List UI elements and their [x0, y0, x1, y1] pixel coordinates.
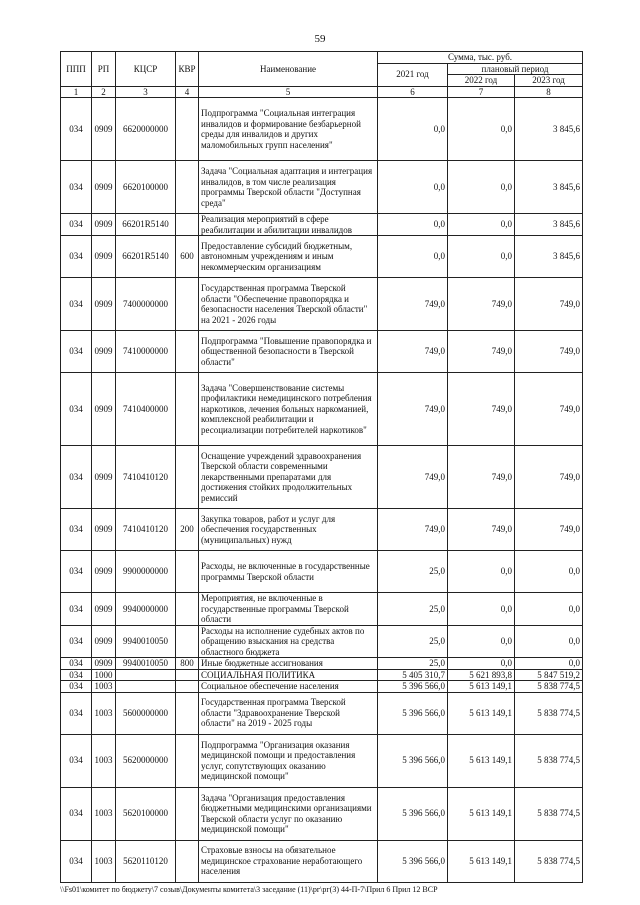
- cell-name: Государственная программа Тверской области "Обеспечение правопорядка и безопасности населения Тверской области" на 2021 - 2026 годы: [199, 278, 378, 331]
- cell-kcsr: 7410410120: [116, 509, 176, 551]
- cell-year-2022: 749,0: [448, 509, 515, 551]
- cell-year-2022: 0,0: [448, 214, 515, 236]
- table-row: [61, 681, 583, 693]
- cell-name: Государственная программа Тверской области "Здравоохранение Тверской области" на 2019 - 2025 годы: [199, 692, 378, 734]
- cell-year-2022: 5 613 149,1: [448, 787, 515, 840]
- cell-rp: 0909: [92, 373, 116, 446]
- header-sum: Сумма, тыс. руб.: [378, 52, 583, 64]
- cell-year-2021: 25,0: [378, 625, 448, 658]
- cell-kvr: [176, 98, 199, 161]
- cell-year-2021: 5 396 566,0: [378, 681, 448, 693]
- table-row: [61, 446, 583, 509]
- cell-rp: 0909: [92, 331, 116, 373]
- cell-name: Мероприятия, не включенные в государственные программы Тверской области: [199, 593, 378, 626]
- cell-kcsr: 5620100000: [116, 787, 176, 840]
- cell-kcsr: 9940010050: [116, 625, 176, 658]
- table-row: [61, 509, 583, 551]
- cell-year-2022: 5 613 149,1: [448, 681, 515, 693]
- cell-ppp: 034: [61, 593, 92, 626]
- cell-rp: 1003: [92, 692, 116, 734]
- column-number: 8: [515, 86, 583, 98]
- cell-rp: 0909: [92, 98, 116, 161]
- cell-name: Расходы на исполнение судебных актов по обращению взыскания на средства областного бюджета: [199, 625, 378, 658]
- cell-rp: 0909: [92, 236, 116, 278]
- table-row: [61, 593, 583, 626]
- table-row: [61, 692, 583, 734]
- cell-name: Предоставление субсидий бюджетным, автономным учреждениям и иным некоммерческим организациям: [199, 236, 378, 278]
- budget-table: [60, 51, 583, 883]
- cell-rp: 1000: [92, 669, 116, 681]
- cell-kvr: [176, 331, 199, 373]
- page-number: 59: [314, 33, 326, 45]
- cell-kvr: [176, 669, 199, 681]
- table-row: [61, 373, 583, 446]
- table-header: [61, 52, 583, 98]
- table-row: [61, 98, 583, 161]
- cell-year-2022: 0,0: [448, 625, 515, 658]
- cell-year-2021: 5 396 566,0: [378, 734, 448, 787]
- cell-name: Подпрограмма "Повышение правопорядка и общественной безопасности в Тверской области": [199, 331, 378, 373]
- cell-year-2023: 749,0: [515, 446, 583, 509]
- cell-name: Подпрограмма "Социальная интеграция инвалидов и формирование безбарьерной среды для инвалидов и других маломобильных групп населения": [199, 98, 378, 161]
- cell-year-2022: 5 621 893,8: [448, 669, 515, 681]
- cell-kcsr: 7400000000: [116, 278, 176, 331]
- cell-year-2021: 0,0: [378, 98, 448, 161]
- cell-year-2022: 5 613 149,1: [448, 734, 515, 787]
- cell-ppp: 034: [61, 681, 92, 693]
- cell-rp: 0909: [92, 551, 116, 593]
- table-row: [61, 734, 583, 787]
- cell-year-2023: 5 838 774,5: [515, 734, 583, 787]
- cell-year-2021: 25,0: [378, 658, 448, 670]
- cell-ppp: 034: [61, 840, 92, 882]
- table-row: [61, 278, 583, 331]
- cell-rp: 0909: [92, 161, 116, 214]
- cell-year-2022: 749,0: [448, 373, 515, 446]
- cell-kvr: [176, 734, 199, 787]
- cell-year-2023: 0,0: [515, 625, 583, 658]
- cell-ppp: 034: [61, 509, 92, 551]
- cell-ppp: 034: [61, 278, 92, 331]
- cell-kcsr: 5600000000: [116, 692, 176, 734]
- cell-kcsr: 7410000000: [116, 331, 176, 373]
- cell-year-2022: 749,0: [448, 278, 515, 331]
- table-row: [61, 787, 583, 840]
- cell-kcsr: [116, 669, 176, 681]
- cell-name: Социальное обеспечение населения: [199, 681, 378, 693]
- cell-kvr: [176, 214, 199, 236]
- header-2022: 2022 год: [448, 75, 515, 87]
- cell-kvr: [176, 593, 199, 626]
- cell-year-2021: 0,0: [378, 236, 448, 278]
- cell-year-2023: 5 838 774,5: [515, 681, 583, 693]
- cell-ppp: 034: [61, 331, 92, 373]
- cell-year-2022: 749,0: [448, 446, 515, 509]
- cell-year-2023: 3 845,6: [515, 214, 583, 236]
- cell-kcsr: 6620100000: [116, 161, 176, 214]
- cell-year-2021: 749,0: [378, 278, 448, 331]
- cell-year-2022: 0,0: [448, 593, 515, 626]
- cell-kvr: [176, 681, 199, 693]
- cell-rp: 0909: [92, 625, 116, 658]
- header-2021: 2021 год: [378, 63, 448, 86]
- cell-year-2022: 0,0: [448, 658, 515, 670]
- cell-kvr: [176, 692, 199, 734]
- cell-year-2021: 5 396 566,0: [378, 787, 448, 840]
- cell-kvr: 800: [176, 658, 199, 670]
- cell-year-2022: 0,0: [448, 551, 515, 593]
- cell-kvr: [176, 840, 199, 882]
- column-number: 7: [448, 86, 515, 98]
- cell-year-2021: 749,0: [378, 509, 448, 551]
- table-row: [61, 658, 583, 670]
- cell-year-2021: 0,0: [378, 214, 448, 236]
- cell-rp: 0909: [92, 593, 116, 626]
- table-row: [61, 214, 583, 236]
- cell-rp: 0909: [92, 278, 116, 331]
- table-body: [61, 98, 583, 883]
- cell-rp: 0909: [92, 509, 116, 551]
- cell-kcsr: 7410410120: [116, 446, 176, 509]
- cell-kvr: [176, 446, 199, 509]
- cell-name: СОЦИАЛЬНАЯ ПОЛИТИКА: [199, 669, 378, 681]
- cell-year-2023: 749,0: [515, 278, 583, 331]
- table-row: [61, 669, 583, 681]
- table-row: [61, 161, 583, 214]
- cell-kvr: [176, 278, 199, 331]
- cell-rp: 0909: [92, 658, 116, 670]
- cell-rp: 1003: [92, 734, 116, 787]
- cell-kcsr: 66201R5140: [116, 236, 176, 278]
- table-row: [61, 331, 583, 373]
- cell-year-2023: 0,0: [515, 658, 583, 670]
- cell-ppp: 034: [61, 658, 92, 670]
- cell-ppp: 034: [61, 734, 92, 787]
- cell-ppp: 034: [61, 692, 92, 734]
- header-planned-period: плановый период: [448, 63, 583, 75]
- header-kcsr: КЦСР: [116, 52, 176, 87]
- cell-year-2023: 5 838 774,5: [515, 692, 583, 734]
- header-2023: 2023 год: [515, 75, 583, 87]
- cell-kvr: 600: [176, 236, 199, 278]
- column-number: 6: [378, 86, 448, 98]
- column-number: 1: [61, 86, 92, 98]
- cell-name: Задача "Совершенствование системы профилактики немедицинского потребления наркотиков, лечения больных наркоманией, комплексной реабилитации и ресоциализации потребителей наркотиков": [199, 373, 378, 446]
- column-number: 3: [116, 86, 176, 98]
- table-row: [61, 840, 583, 882]
- cell-kcsr: 5620110120: [116, 840, 176, 882]
- header-ppp: ППП: [61, 52, 92, 87]
- cell-year-2023: 0,0: [515, 551, 583, 593]
- cell-year-2022: 0,0: [448, 236, 515, 278]
- table-row: [61, 236, 583, 278]
- cell-ppp: 034: [61, 446, 92, 509]
- cell-kcsr: 5620000000: [116, 734, 176, 787]
- cell-year-2021: 25,0: [378, 551, 448, 593]
- cell-kcsr: 9940010050: [116, 658, 176, 670]
- cell-kvr: [176, 373, 199, 446]
- cell-year-2023: 749,0: [515, 373, 583, 446]
- cell-name: Задача "Организация предоставления бюджетными медицинскими организациями Тверской области услуг по оказанию медицинской помощи": [199, 787, 378, 840]
- cell-ppp: 034: [61, 551, 92, 593]
- cell-kcsr: 66201R5140: [116, 214, 176, 236]
- cell-kvr: 200: [176, 509, 199, 551]
- cell-name: Задача "Социальная адаптация и интеграция инвалидов, в том числе реализация программы Тверской области "Доступная среда": [199, 161, 378, 214]
- cell-name: Реализация мероприятий в сфере реабилитации и абилитации инвалидов: [199, 214, 378, 236]
- cell-ppp: 034: [61, 373, 92, 446]
- cell-year-2023: 3 845,6: [515, 98, 583, 161]
- cell-ppp: 034: [61, 236, 92, 278]
- cell-ppp: 034: [61, 787, 92, 840]
- cell-ppp: 034: [61, 625, 92, 658]
- cell-name: Подпрограмма "Организация оказания медицинской помощи и предоставления услуг, сопутствующих оказанию медицинской помощи": [199, 734, 378, 787]
- cell-year-2023: 749,0: [515, 331, 583, 373]
- cell-kcsr: 9900000000: [116, 551, 176, 593]
- cell-kvr: [176, 161, 199, 214]
- header-rp: РП: [92, 52, 116, 87]
- cell-year-2023: 5 847 519,2: [515, 669, 583, 681]
- cell-year-2021: 749,0: [378, 446, 448, 509]
- cell-year-2023: 749,0: [515, 509, 583, 551]
- cell-kvr: [176, 787, 199, 840]
- cell-year-2021: 5 405 310,7: [378, 669, 448, 681]
- cell-kcsr: 9940000000: [116, 593, 176, 626]
- cell-year-2021: 0,0: [378, 161, 448, 214]
- cell-year-2022: 5 613 149,1: [448, 692, 515, 734]
- cell-ppp: 034: [61, 98, 92, 161]
- cell-ppp: 034: [61, 669, 92, 681]
- header-name: Наименование: [199, 52, 378, 87]
- cell-kvr: [176, 551, 199, 593]
- cell-rp: 0909: [92, 446, 116, 509]
- cell-ppp: 034: [61, 161, 92, 214]
- cell-name: Страховые взносы на обязательное медицинское страхование неработающего населения: [199, 840, 378, 882]
- cell-rp: 0909: [92, 214, 116, 236]
- cell-rp: 1003: [92, 681, 116, 693]
- cell-year-2023: 0,0: [515, 593, 583, 626]
- header-kvr: КВР: [176, 52, 199, 87]
- cell-rp: 1003: [92, 787, 116, 840]
- cell-kcsr: 6620000000: [116, 98, 176, 161]
- cell-kvr: [176, 625, 199, 658]
- cell-year-2023: 3 845,6: [515, 161, 583, 214]
- column-number: 4: [176, 86, 199, 98]
- table-row: [61, 625, 583, 658]
- cell-year-2022: 749,0: [448, 331, 515, 373]
- column-number: 2: [92, 86, 116, 98]
- cell-name: Расходы, не включенные в государственные программы Тверской области: [199, 551, 378, 593]
- cell-year-2023: 5 838 774,5: [515, 787, 583, 840]
- cell-year-2021: 25,0: [378, 593, 448, 626]
- cell-year-2022: 0,0: [448, 161, 515, 214]
- cell-name: Оснащение учреждений здравоохранения Тверской области современными лекарственными препаратами для достижения стойких продолжительных ремиссий: [199, 446, 378, 509]
- cell-year-2022: 0,0: [448, 98, 515, 161]
- cell-year-2021: 5 396 566,0: [378, 840, 448, 882]
- cell-rp: 1003: [92, 840, 116, 882]
- cell-year-2023: 5 838 774,5: [515, 840, 583, 882]
- cell-ppp: 034: [61, 214, 92, 236]
- column-number: 5: [199, 86, 378, 98]
- cell-name: Закупка товаров, работ и услуг для обеспечения государственных (муниципальных) нужд: [199, 509, 378, 551]
- cell-name: Иные бюджетные ассигнования: [199, 658, 378, 670]
- cell-year-2021: 5 396 566,0: [378, 692, 448, 734]
- cell-year-2021: 749,0: [378, 373, 448, 446]
- cell-kcsr: 7410400000: [116, 373, 176, 446]
- cell-year-2022: 5 613 149,1: [448, 840, 515, 882]
- table-row: [61, 551, 583, 593]
- file-path-footer: \\Fs01\комитет по бюджету\7 созыв\Документы комитета\3 заседание (11)\рг\рг(3) 44-П-7\Прил 6 Прил 12 ВСР: [60, 885, 438, 894]
- cell-year-2021: 749,0: [378, 331, 448, 373]
- cell-year-2023: 3 845,6: [515, 236, 583, 278]
- cell-kcsr: [116, 681, 176, 693]
